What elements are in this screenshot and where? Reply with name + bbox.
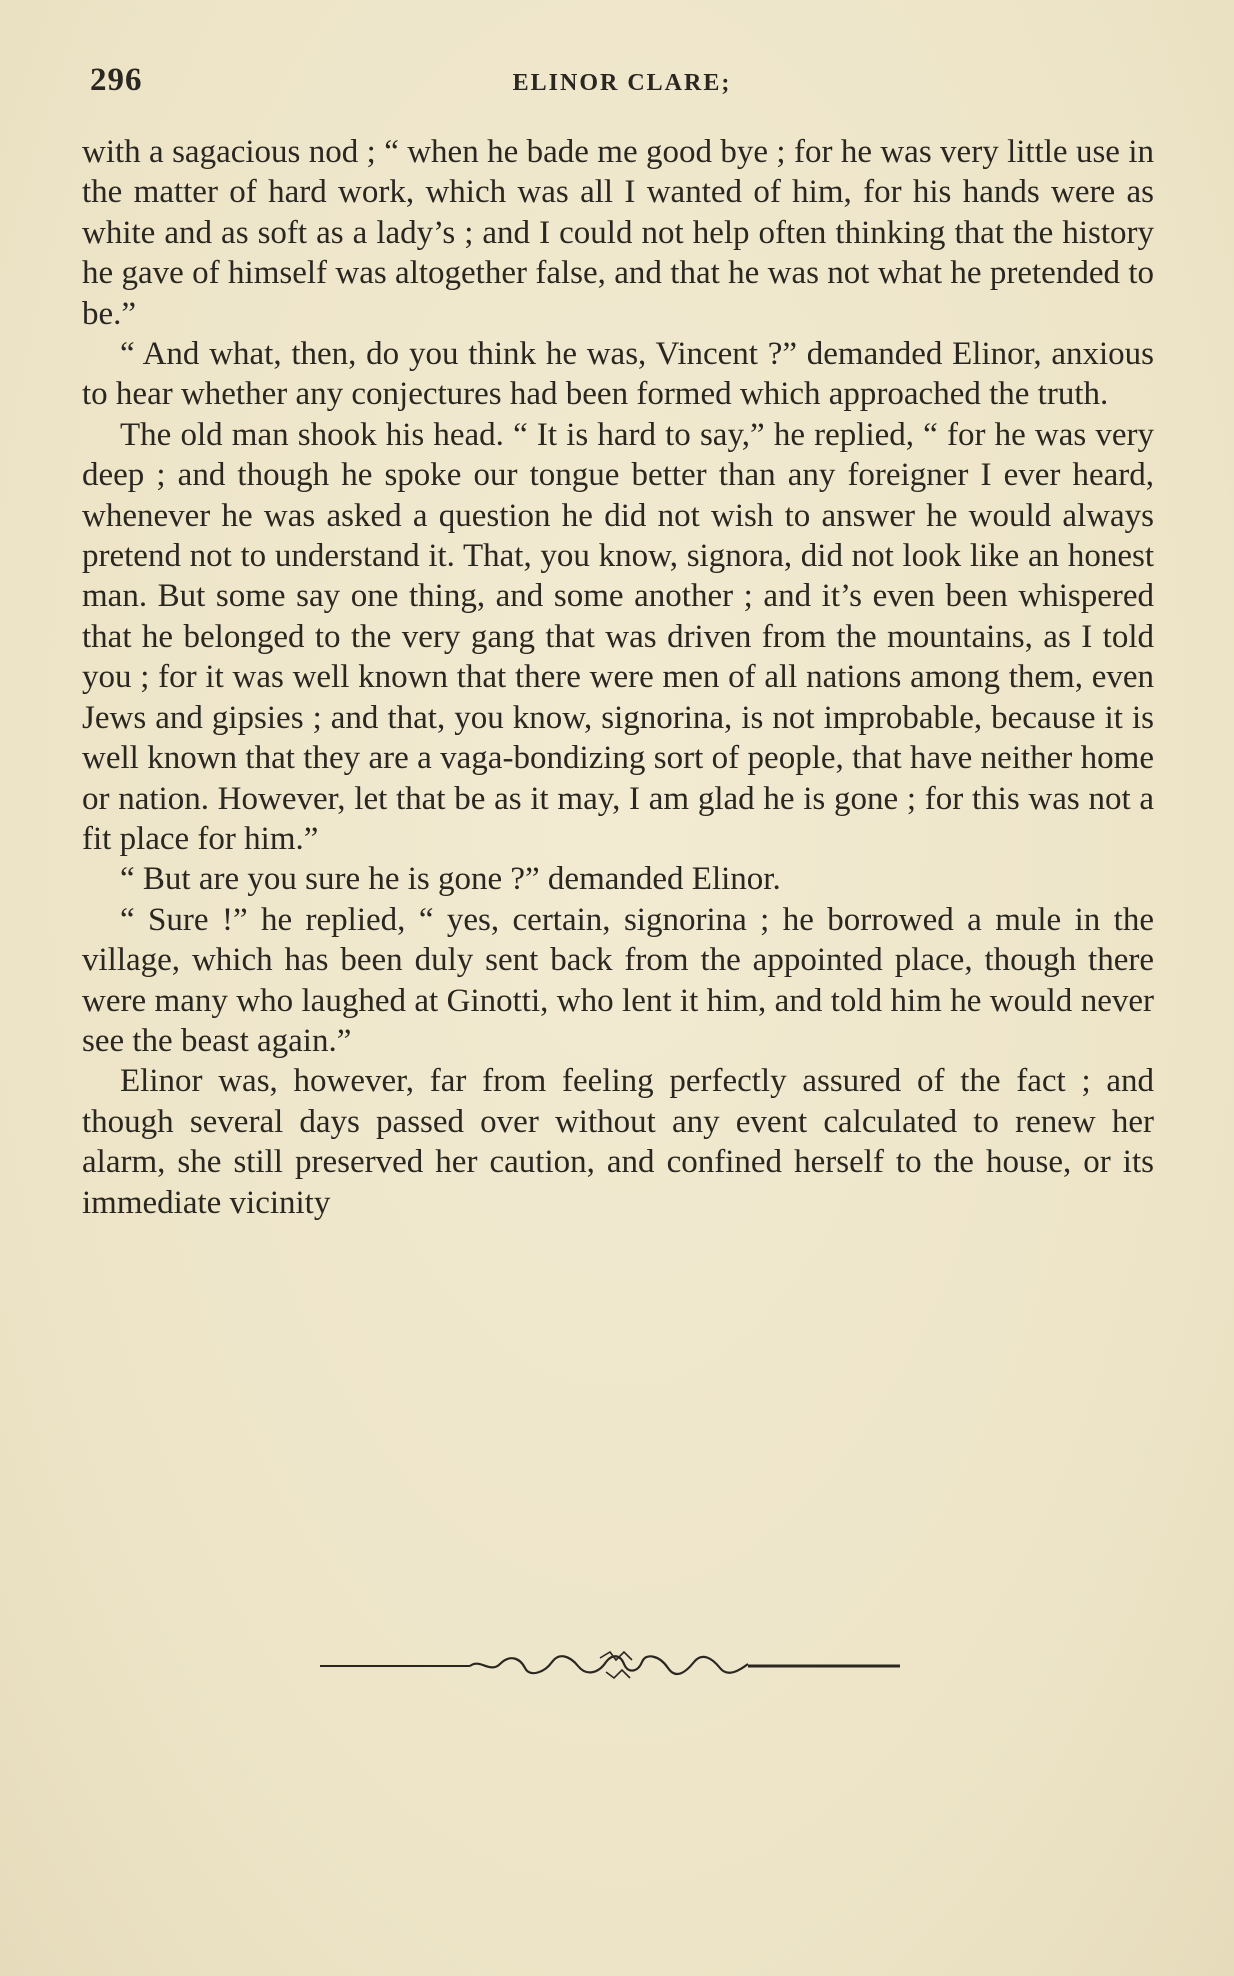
running-title: ELINOR CLARE; <box>512 70 732 96</box>
paragraph-6: Elinor was, however, far from feeling perfectly assured of the fact ; and though several days passed over without any event calculated to renew her alarm, she still preserved her caution, and confined herself to the house, or its immediate vicinity <box>82 1063 1154 1221</box>
tailpiece-ornament-icon <box>320 1650 900 1680</box>
page-number: 296 <box>90 62 143 98</box>
paragraph-2: “ And what, then, do you think he was, Vincent ?” demanded Elinor, anxious to hear whether any conjectures had been formed which approached the truth. <box>82 336 1154 413</box>
body-text <box>82 132 1154 1223</box>
paragraph-3: The old man shook his head. “ It is hard to say,” he replied, “ for he was very deep ; and though he spoke our tongue better than any foreigner I ever heard, whenever he was asked a question he did not wish to answer he would always pretend not to understand it. That, you know, signora, did not look like an honest man. But some say one thing, and some another ; and it’s even been whispered that he belonged to the very gang that was driven from the mountains, as I told you ; for it was well known that there were men of all nations among them, even Jews and gipsies ; and that, you know, signorina, is not improbable, because it is well known that they are a vaga-bondizing sort of people, that have neither home or nation. However, let that be as it may, I am glad he is gone ; for this was not a fit place for him.” <box>82 416 1154 857</box>
paragraph-4: “ But are you sure he is gone ?” demanded Elinor. <box>120 861 781 898</box>
paragraph-5: “ Sure !” he replied, “ yes, certain, signorina ; he borrowed a mule in the village, which has been duly sent back from the appointed place, though there were many who laughed at Ginotti, who lent it him, and told him he would never see the beast again.” <box>82 901 1154 1059</box>
paragraph-1: with a sagacious nod ; “ when he bade me good bye ; for he was very little use in the matter of hard work, which was all I wanted of him, for his hands were as white and as soft as a lady’s ; and I could not help often thinking that the history he gave of himself was altogether false, and that he was not what he pretended to be.” <box>82 134 1154 332</box>
page-header <box>90 62 1154 106</box>
